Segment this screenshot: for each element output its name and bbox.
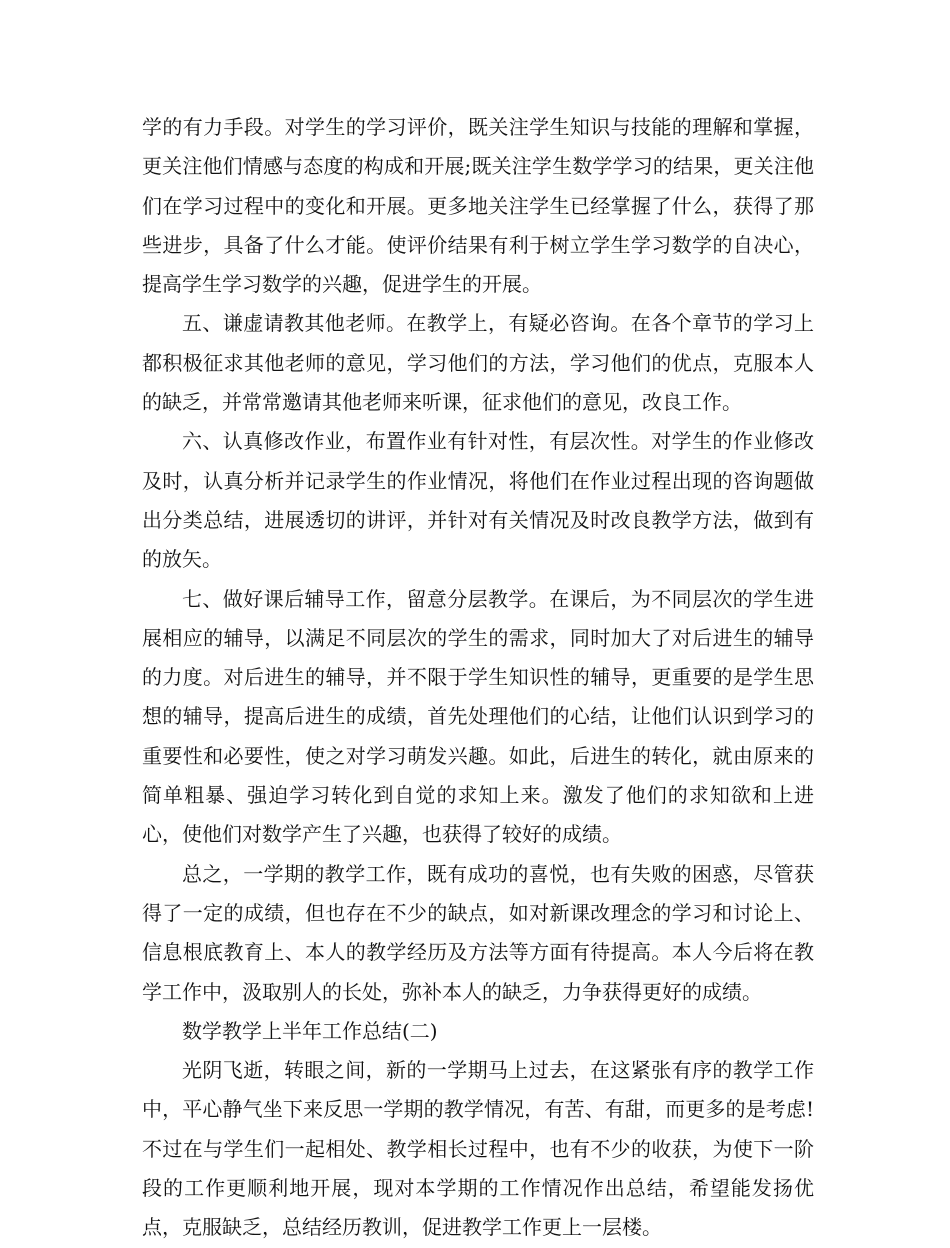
document-body (142, 108, 814, 1248)
paragraph-section-five: 五、谦虚请教其他老师。在教学上，有疑必咨询。在各个章节的学习上都积极征求其他老师的意见，学习他们的方法，学习他们的优点，克服本人的缺乏，并常常邀请其他老师来听课，征求他们的意见，改良工作。 (142, 311, 814, 415)
paragraph-conclusion: 总之，一学期的教学工作，既有成功的喜悦，也有失败的困惑，尽管获得了一定的成绩，但也存在不少的缺点，如对新课改理念的学习和讨论上、信息根底教育上、本人的教学经历及方法等方面有待提高。本人今后将在教学工作中，汲取别人的长处，弥补本人的缺乏，力争获得更好的成绩。 (142, 861, 814, 1004)
paragraph-section-six: 六、认真修改作业，布置作业有针对性，有层次性。对学生的作业修改及时，认真分析并记录学生的作业情况，将他们在作业过程出现的咨询题做出分类总结，进展透切的讲评，并针对有关情况及时改良教学方法，做到有的放矢。 (142, 429, 814, 572)
paragraph-continuation: 学的有力手段。对学生的学习评价，既关注学生知识与技能的理解和掌握，更关注他们情感与态度的构成和开展;既关注学生数学学习的结果，更关注他们在学习过程中的变化和开展。更多地关注学生已经掌握了什么，获得了那些进步，具备了什么才能。使评价结果有利于树立学生学习数学的自决心，提高学生学习数学的兴趣，促进学生的开展。 (142, 115, 814, 297)
section-heading: 数学教学上半年工作总结(二) (182, 1018, 438, 1043)
paragraph-section-seven: 七、做好课后辅导工作，留意分层教学。在课后，为不同层次的学生进展相应的辅导，以满足不同层次的学生的需求，同时加大了对后进生的辅导的力度。对后进生的辅导，并不限于学生知识性的辅导，更重要的是学生思想的辅导，提高后进生的成绩，首先处理他们的心结，让他们认识到学习的重要性和必要性，使之对学习萌发兴趣。如此，后进生的转化，就由原来的简单粗暴、强迫学习转化到自觉的求知上来。激发了他们的求知欲和上进心，使他们对数学产生了兴趣，也获得了较好的成绩。 (142, 586, 814, 847)
paragraph-intro-part-two: 光阴飞逝，转眼之间，新的一学期马上过去，在这紧张有序的教学工作中，平心静气坐下来反思一学期的教学情况，有苦、有甜，而更多的是考虑!不过在与学生们一起相处、教学相长过程中，也有不少的收获，为使下一阶段的工作更顺利地开展，现对本学期的工作情况作出总结，希望能发扬优点，克服缺乏，总结经历教训，促进教学工作更上一层楼。 (142, 1058, 814, 1240)
